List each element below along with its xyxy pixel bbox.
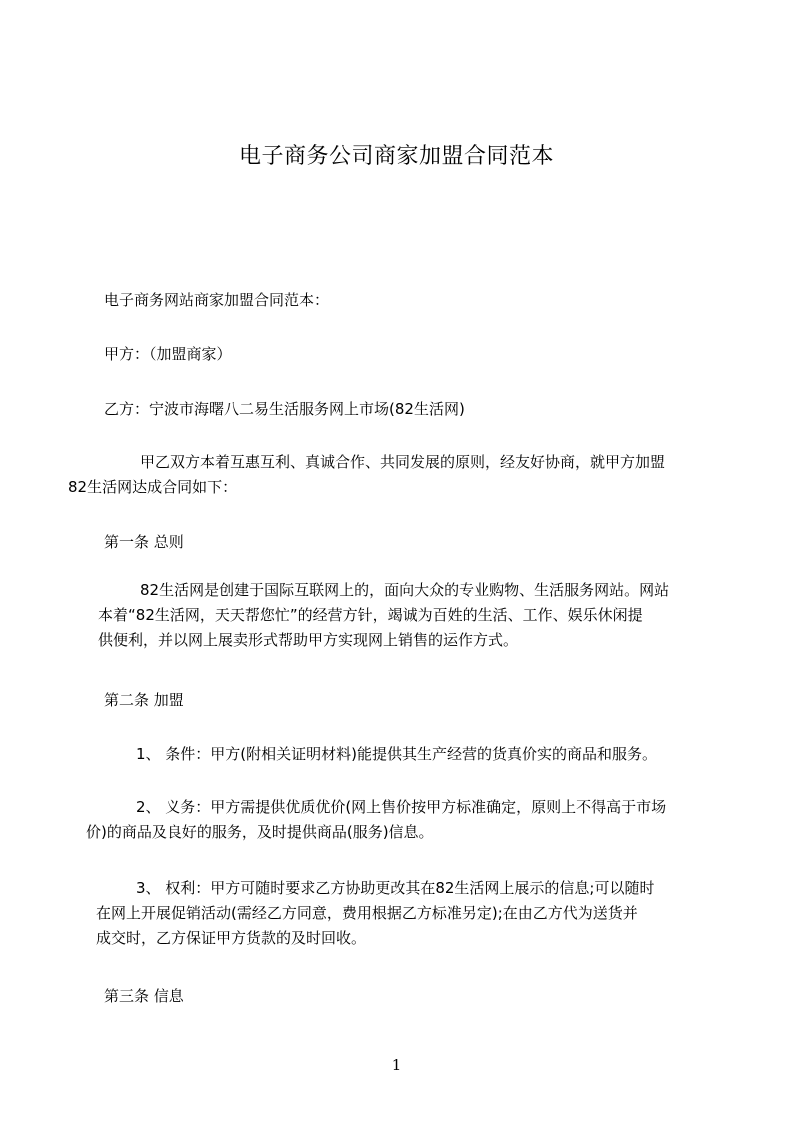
article3-heading: 第三条 信息 (104, 987, 184, 1005)
article2-item3 (96, 876, 704, 951)
article2-item2-line-1: 2、 义务：甲方需提供优质优价(网上售价按甲方标准确定，原则上不得高于市场 (136, 798, 667, 816)
party-a-line: 甲方：（加盟商家） (104, 345, 232, 363)
article1-heading: 第一条 总则 (104, 533, 184, 551)
article2-item3-line-1: 3、 权利：甲方可随时要求乙方协助更改其在82生活网上展示的信息;可以随时 (136, 879, 655, 897)
intro-line: 电子商务网站商家加盟合同范本： (104, 291, 330, 309)
article2-heading: 第二条 加盟 (104, 691, 184, 709)
preamble-line-2: 82生活网达成合同如下： (68, 478, 238, 496)
article2-item3-line-3: 成交时，乙方保证甲方货款的及时回收。 (96, 929, 367, 947)
article1-line-3: 供便利，并以网上展卖形式帮助甲方实现网上销售的运作方式。 (98, 631, 519, 649)
party-b-line: 乙方：宁波市海曙八二易生活服务网上市场(82生活网) (104, 400, 465, 418)
article1-line-2: 本着“82生活网，天天帮您忙”的经营方针，竭诚为百姓的生活、工作、娱乐休闲提 (98, 606, 643, 624)
article2-item1: 1、 条件：甲方(附相关证明材料)能提供其生产经营的货真价实的商品和服务。 (136, 745, 658, 763)
article1-line-1: 82生活网是创建于国际互联网上的，面向大众的专业购物、生活服务网站。网站 (140, 581, 670, 599)
article2-item3-line-2: 在网上开展促销活动(需经乙方同意，费用根据乙方标准另定);在由乙方代为送货并 (96, 904, 638, 922)
article1-body (98, 578, 704, 653)
document-title: 电子商务公司商家加盟合同范本 (238, 144, 554, 169)
article2-item2 (86, 795, 704, 845)
page-number: 1 (391, 1056, 402, 1074)
preamble-paragraph (68, 450, 704, 500)
preamble-line-1: 甲乙双方本着互惠互利、真诚合作、共同发展的原则，经友好协商，就甲方加盟 (140, 453, 666, 471)
article2-item2-line-2: 价)的商品及良好的服务，及时提供商品(服务)信息。 (86, 823, 434, 841)
